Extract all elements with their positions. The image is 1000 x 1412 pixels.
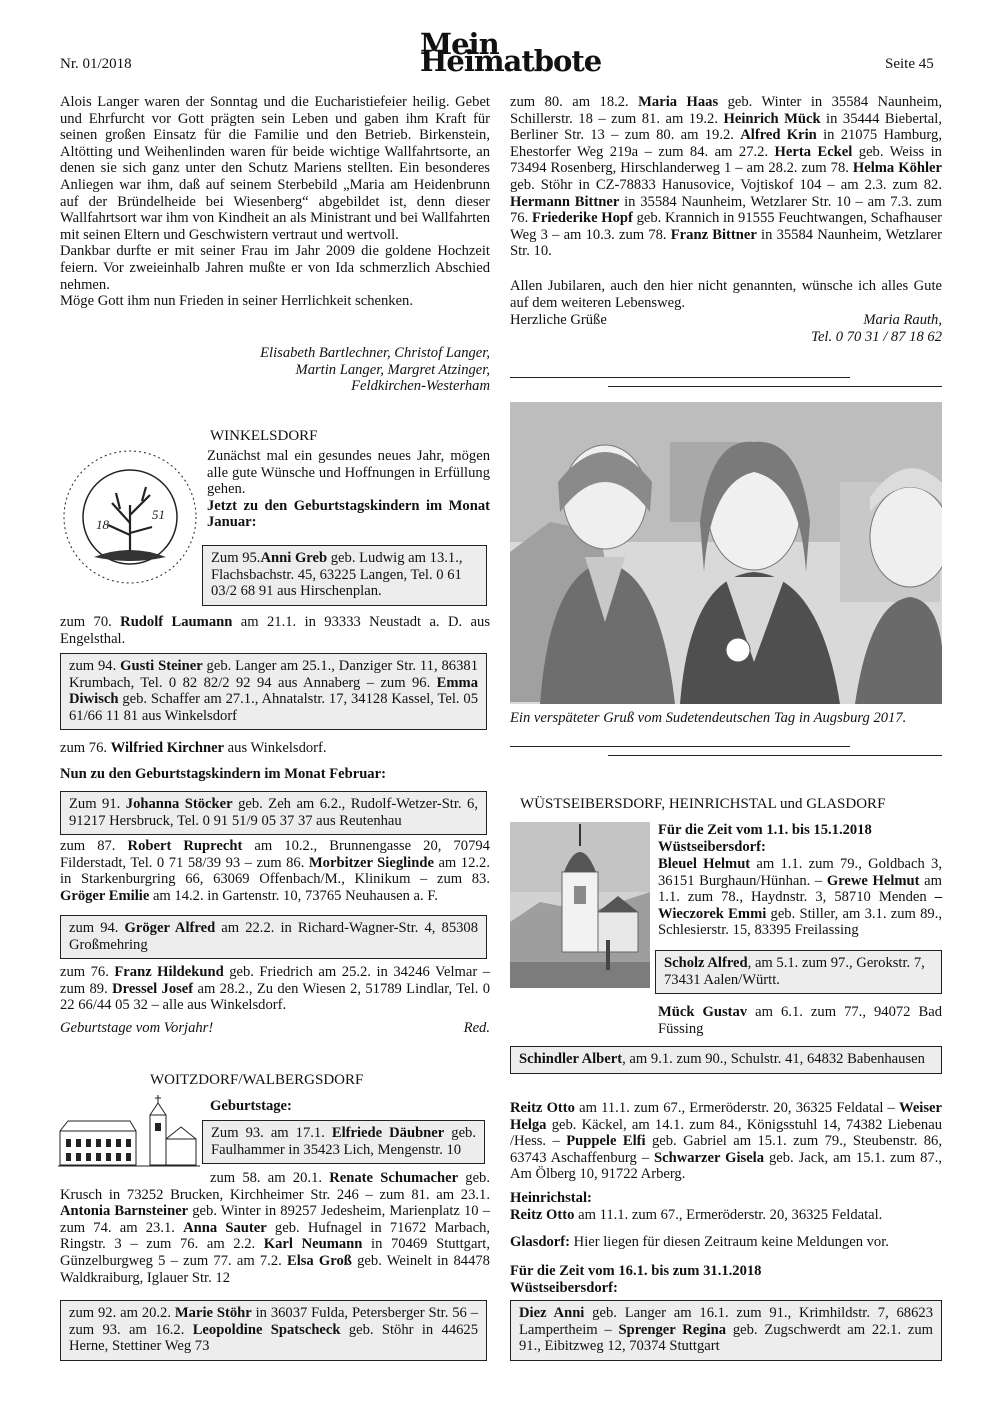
box-text: zum 92. am 20.2. [69, 1305, 175, 1321]
photo-caption: Ein verspäteter Gruß vom Sudetendeutschen Tag in Augsburg 2017. [510, 710, 907, 726]
person-name: Gröger Emilie [60, 887, 150, 904]
person-name: Schindler Albert [519, 1051, 623, 1067]
entry-text: geb. Winter in 35584 Naunheim, Schillerstr. 18 – zum 81. am 19.2. [510, 94, 942, 127]
entry-text: in 21075 Hamburg, Ehestorfer Weg 219a – zum 84. am 27.2. [510, 127, 942, 160]
person-name: Weiser Helga [510, 1100, 942, 1133]
person-name: Reitz Otto [510, 1206, 575, 1223]
person-name: Scholz Alfred [664, 955, 748, 971]
box-text: geb. Ludwig am 13.1., Flachsbachstr. 45, 63225 Langen, Tel. 0 61 03/2 68 91 aus Hirschenplan. [211, 550, 463, 600]
person-name: Dressel Josef [112, 980, 194, 997]
heinrichstal-section [510, 1190, 942, 1223]
woitzdorf-subheading [210, 1098, 292, 1115]
obituary-paragraph: Möge Gott ihm nun Frieden in seiner Herrlichkeit schenken. [60, 293, 414, 310]
box-text: Zum 91. [69, 796, 126, 812]
entry-text: am 11.1. zum 67., Ermeröderstr. 20, 36325 Feldatal. [574, 1206, 883, 1223]
person-name: Gröger Alfred [124, 920, 216, 936]
entry-text: geb. Hufnagel in 71672 Marbach, Ringstr. 3 – zum 76. am 2.2. [60, 1219, 491, 1253]
person-name: Diez Anni [519, 1305, 585, 1321]
birthday-entry [658, 856, 942, 939]
svg-text:51: 51 [152, 507, 165, 522]
person-name: Mück Gustav [658, 1004, 748, 1020]
winkelsdorf-greeting: Zunächst mal ein gesundes neues Jahr, mögen alle gute Wünsche und Hoffnungen in Erfüllung gehen. [207, 448, 490, 498]
person-name: Gusti Steiner [120, 658, 203, 674]
entry-text: geb. Weinelt in 84478 Waldkraiburg, Iglauer Str. 12 [60, 1252, 490, 1286]
person-name: Helma Köhler [852, 160, 942, 177]
box-text: , am 9.1. zum 90., Schulstr. 41, 64832 Babenhausen [622, 1051, 925, 1067]
box-text: geb. Zeh am 6.2., Rudolf-Wetzer-Str. 6, 91217 Hersbruck, Tel. 0 91 51/9 05 37 37 aus Reutenhau [69, 796, 478, 829]
divider [608, 386, 942, 387]
divider [510, 746, 850, 747]
svg-text:18: 18 [96, 517, 109, 532]
entry-text: geb. Krannich in 91555 Feuchtwangen, Schafhauser Weg 3 – am 10.3. zum 78. [510, 210, 942, 243]
box-text: am 22.2. in Richard-Wagner-Str. 4, 85308 Großmehring [69, 920, 479, 953]
subheading-text: Geburtstage: [210, 1098, 292, 1114]
person-name: Renate Schumacher [329, 1170, 459, 1186]
author-tel [510, 329, 942, 346]
obituary-paragraph: Dankbar durfte er mit seiner Frau im Jahr 2009 die goldene Hochzeit feiern. Vor zweieinhalb Jahren mußte er von Ida schmerzlich Abschied nehmen. [60, 243, 490, 293]
entry-text: in 35584 Naunheim, Wetzlarer Str. 10 – am 7.3. zum 76. [510, 193, 942, 227]
period-text: Für die Zeit vom 1.1. bis 15.1.2018 [658, 822, 872, 838]
person-name: Heinrich Mück [723, 110, 821, 127]
signature-line: Martin Langer, Margret Atzinger, [295, 361, 490, 378]
birthday-box [60, 1300, 487, 1361]
period-text: Für die Zeit vom 16.1. bis zum 31.1.2018 [510, 1263, 762, 1279]
entry-text: zum 76. [60, 964, 115, 980]
birthday-box [202, 1120, 485, 1164]
person-name: Anna Sauter [183, 1219, 267, 1236]
person-name: Reitz Otto [510, 1100, 575, 1116]
box-text: zum 94. [69, 920, 125, 936]
box-text: in 36037 Fulda, Petersberger Str. 56 – zum 93. am 16.2. [69, 1305, 478, 1338]
entry-text: geb. Friedrich am 25.2. in 34246 Velmar – zum 89. [60, 964, 490, 997]
greeting: Herzliche Grüße [510, 312, 607, 328]
box-text: zum 94. [69, 658, 121, 674]
group-photo-image [510, 402, 942, 704]
person-name: Johanna Stöcker [125, 796, 233, 812]
person-name: Marie Stöhr [174, 1305, 252, 1321]
obituary-paragraph: Alois Langer waren der Sonntag und die Eucharistiefeier heilig. Gebet und Ehrfurcht vor Gott prägten sein Leben und gaben ihm Kraft für seinen großen Einsatz für die Familie und den Betrieb. Birkenstein, Altötting und Weihenlinden waren für beide wichtige Wallfahrtsorte, an denen sie sich ganz unter den Schutz Mariens stellten. Ein besonderes Anliegen war ihm, daß auf seinem Sterbebild „Maria am Heidenbrunn auf der Bründelheide bei Wiesenberg“ abgebildet ist, denn dieser Wallfahrtsort war ihm von Kindheit an als Ministrant und bei Wallfahrten mit seinen Eltern und Geschwistern vertraut und wertvoll. [60, 94, 490, 243]
entry-text: am 21.1. in 93333 Neustadt a. D. aus Engelsthal. [60, 614, 491, 647]
birthday-entry [60, 838, 490, 904]
box-text: geb. Zugschwerdt am 22.1. zum 91., Eibitzweg 12, 70374 Stuttgart [519, 1321, 933, 1355]
box-text: geb. Stöhr in 44625 Herne, Stettiner Weg 73 [69, 1321, 479, 1355]
box-text: geb. Faulhammer in 35423 Lich, Mengenstr. 10 [211, 1125, 476, 1158]
birthday-box [655, 950, 942, 994]
author-name: Maria Rauth, [863, 312, 942, 328]
entry-text: am 28.2., Zu den Wiesen 2, 51789 Lindlar, Tel. 0 22 66/44 05 32 – alle aus Winkelsdorf. [60, 980, 490, 1014]
entry-text: am 6.1. zum 77., 94072 Bad Füssing [658, 1004, 943, 1037]
obituary-text [60, 94, 490, 310]
person-name: Rudolf Laumann [120, 614, 233, 630]
closing-text: Allen Jubilaren, auch den hier nicht genannten, wünsche ich alles Gute auf dem weiteren Lebensweg. [510, 278, 942, 311]
person-name: Antonia Barnsteiner [60, 1203, 189, 1220]
person-name: Franz Bittner [670, 226, 757, 243]
location-subheading: Heinrichstal: [510, 1190, 592, 1206]
winkelsdorf-footer [60, 1020, 490, 1037]
person-name: Elsa Groß [286, 1252, 352, 1269]
person-name: Puppele Elfi [566, 1133, 646, 1150]
entry-text: geb. Krusch in 73252 Brucken, Kirchheimer Str. 246 – zum 81. am 23.1. [60, 1170, 490, 1203]
page-number: Seite 45 [885, 56, 934, 72]
january-heading: Jetzt zu den Geburtstagskindern im Monat Januar: [207, 497, 490, 531]
woitzdorf-title: WOITZDORF/WALBERGSDORF [150, 1072, 364, 1088]
location-subheading: Wüstseibersdorf: [510, 1279, 618, 1296]
footnote: Geburtstage vom Vorjahr! [60, 1020, 214, 1036]
author-phone: Tel. 0 70 31 / 87 18 62 [811, 329, 942, 345]
entry-text: geb. Stöhr in CZ-78833 Hanusovice, Vojtiskof 104 – am 2.3. zum 82. [510, 176, 942, 193]
entry-text: am 10.2., Brunnengasse 20, 70794 Filderstadt, Tel. 0 71 58/39 93 – zum 86. [60, 838, 490, 871]
winkelsdorf-seal-image [60, 445, 200, 593]
person-name: Morbitzer Sieglinde [308, 854, 434, 871]
birthday-entry [510, 94, 942, 260]
entry-text: geb. Winter in 89257 Jedesheim, Marienplatz 10 – zum 74. am 23.1. [60, 1203, 490, 1236]
masthead-title: Mein Heimatbote [420, 27, 602, 78]
church-photo-image [510, 822, 650, 988]
entry-text: aus Winkelsdorf. [224, 740, 327, 756]
entry-text: am 1.1. zum 78., Haydnstr. 3, 58710 Menden [658, 872, 942, 906]
signature-line: Elisabeth Bartlechner, Christof Langer, [260, 345, 490, 361]
person-name: Hermann Bittner [510, 193, 620, 210]
editor-mark: Red. [463, 1020, 490, 1036]
birthday-box [510, 1046, 942, 1074]
birthday-entry [60, 614, 490, 647]
birthday-entry [658, 1004, 942, 1037]
box-text: , am 5.1. zum 97., Gerokstr. 7, 73431 Aalen/Württ. [664, 955, 925, 988]
entry-text: am 1.1. zum 79., Goldbach 3, 36151 Burghaun/Hünhan. – [658, 856, 942, 889]
entry-text: in 70469 Stuttgart, Günzelburgweg 5 – zum 77. am 7.2. [60, 1236, 490, 1269]
box-text: geb. Schaffer am 27.1., Ahnatalstr. 17, 34128 Kassel, Tel. 05 61/66 11 81 aus Winkelsdorf [69, 691, 478, 724]
person-name: Elfriede Däubner [331, 1125, 445, 1141]
birthday-entry [60, 964, 490, 1014]
entry-text: geb. Jack, am 15.1. zum 87., Am Ölberg 10, 91722 Arberg. [510, 1149, 942, 1183]
location-subheading: Glasdorf: [510, 1234, 570, 1250]
person-name: Wilfried Kirchner [110, 740, 225, 756]
person-name: Sprenger Regina [618, 1321, 727, 1338]
entry-text: geb. Käckel, am 14.1. zum 84., Königsstuhl 14, 74382 Liebenau /Hess. – [510, 1116, 942, 1150]
entry-text: zum 58. am 20.1. [210, 1170, 330, 1186]
winkelsdorf-intro [207, 448, 490, 531]
entry-text: zum 87. [60, 838, 128, 854]
birthday-entry [510, 1100, 942, 1183]
box-text: geb. Langer am 16.1. zum 91., Krimhildstr. 7, 68623 Lampertheim – [519, 1305, 933, 1338]
entry-text: geb. Weiss in 73494 Rosenberg, Hirschlanderweg 1 – am 28.2. zum 78. [510, 143, 942, 177]
birthday-entry [60, 1170, 490, 1286]
location-subheading: Wüstseibersdorf: [658, 838, 766, 855]
entry-text: in 35444 Biebertal, Berliner Str. 13 – zum 80. am 19.2. [510, 110, 942, 144]
person-name: Alfred Krin [740, 127, 817, 144]
february-heading-text: Nun zu den Geburtstagskindern im Monat Februar: [60, 766, 386, 782]
person-name: Herta Eckel [774, 143, 853, 160]
greeting-line [510, 312, 942, 329]
person-name: Friederike Hopf [531, 210, 633, 227]
obituary-signature [60, 345, 490, 395]
issue-number: Nr. 01/2018 [60, 56, 132, 72]
box-text: Zum 95. [211, 550, 261, 566]
divider [608, 755, 942, 756]
person-name: Maria Haas [638, 94, 719, 110]
person-name: – Wieczorek Emmi [658, 889, 942, 922]
signature-line: Feldkirchen-Westerham [351, 378, 490, 395]
period-heading [658, 822, 942, 855]
entry-text: Hier liegen für diesen Zeitraum keine Meldungen vor. [570, 1234, 889, 1250]
entry-text: zum 80. am 18.2. [510, 94, 639, 110]
birthday-box [60, 915, 487, 959]
entry-text: am 14.2. in Gartenstr. 10, 73765 Neuhausen a. F. [149, 887, 438, 904]
village-drawing-image [58, 1095, 200, 1169]
divider [510, 377, 850, 378]
person-name: Robert Ruprecht [127, 838, 243, 854]
birthday-box [202, 545, 487, 606]
entry-text: in 35584 Naunheim, Wetzlarer Str. 10. [510, 226, 942, 260]
box-text: geb. Langer am 25.1., Danziger Str. 11, 86381 Krumbach, Tel. 0 82 82/2 92 94 aus Annaberg – zum 96. [69, 658, 478, 691]
entry-text: geb. Stiller, am 3.1. zum 89., Schlesierstr. 15, 83395 Freilassing [658, 905, 942, 939]
birthday-box [60, 653, 487, 730]
entry-text: am 12.2. in Starkenburgring 66, 63069 Offenbach/M., Klinikum – zum 83. [60, 854, 490, 888]
person-name: Anni Greb [260, 550, 328, 566]
birthday-box [60, 791, 487, 835]
person-name: Grewe Helmut [826, 872, 920, 889]
person-name: Emma Diwisch [69, 674, 478, 708]
entry-text: zum 70. [60, 614, 121, 630]
person-name: Karl Neumann [263, 1236, 363, 1253]
person-name: Leopoldine Spatscheck [192, 1321, 341, 1338]
wuestseibersdorf-title: WÜSTSEIBERSDORF, HEINRICHSTAL und GLASDORF [520, 796, 886, 812]
box-text: Zum 93. am 17.1. [211, 1125, 332, 1141]
february-heading [60, 766, 490, 783]
entry-text: zum 76. [60, 740, 111, 756]
entry-text: am 11.1. zum 67., Ermeröderstr. 20, 36325 Feldatal – [574, 1100, 900, 1116]
person-name: Franz Hildekund [114, 964, 224, 980]
winkelsdorf-title: WINKELSDORF [210, 428, 318, 444]
birthday-entry [60, 740, 490, 757]
glasdorf-section [510, 1234, 942, 1251]
person-name: Schwarzer Gisela [653, 1149, 765, 1166]
period-heading [510, 1263, 942, 1296]
person-name: Bleuel Helmut [658, 856, 751, 872]
birthday-box [510, 1300, 942, 1361]
entry-text: geb. Gabriel am 15.1. zum 79., Steubenstr. 86, 63743 Aschaffenburg – [510, 1133, 942, 1166]
